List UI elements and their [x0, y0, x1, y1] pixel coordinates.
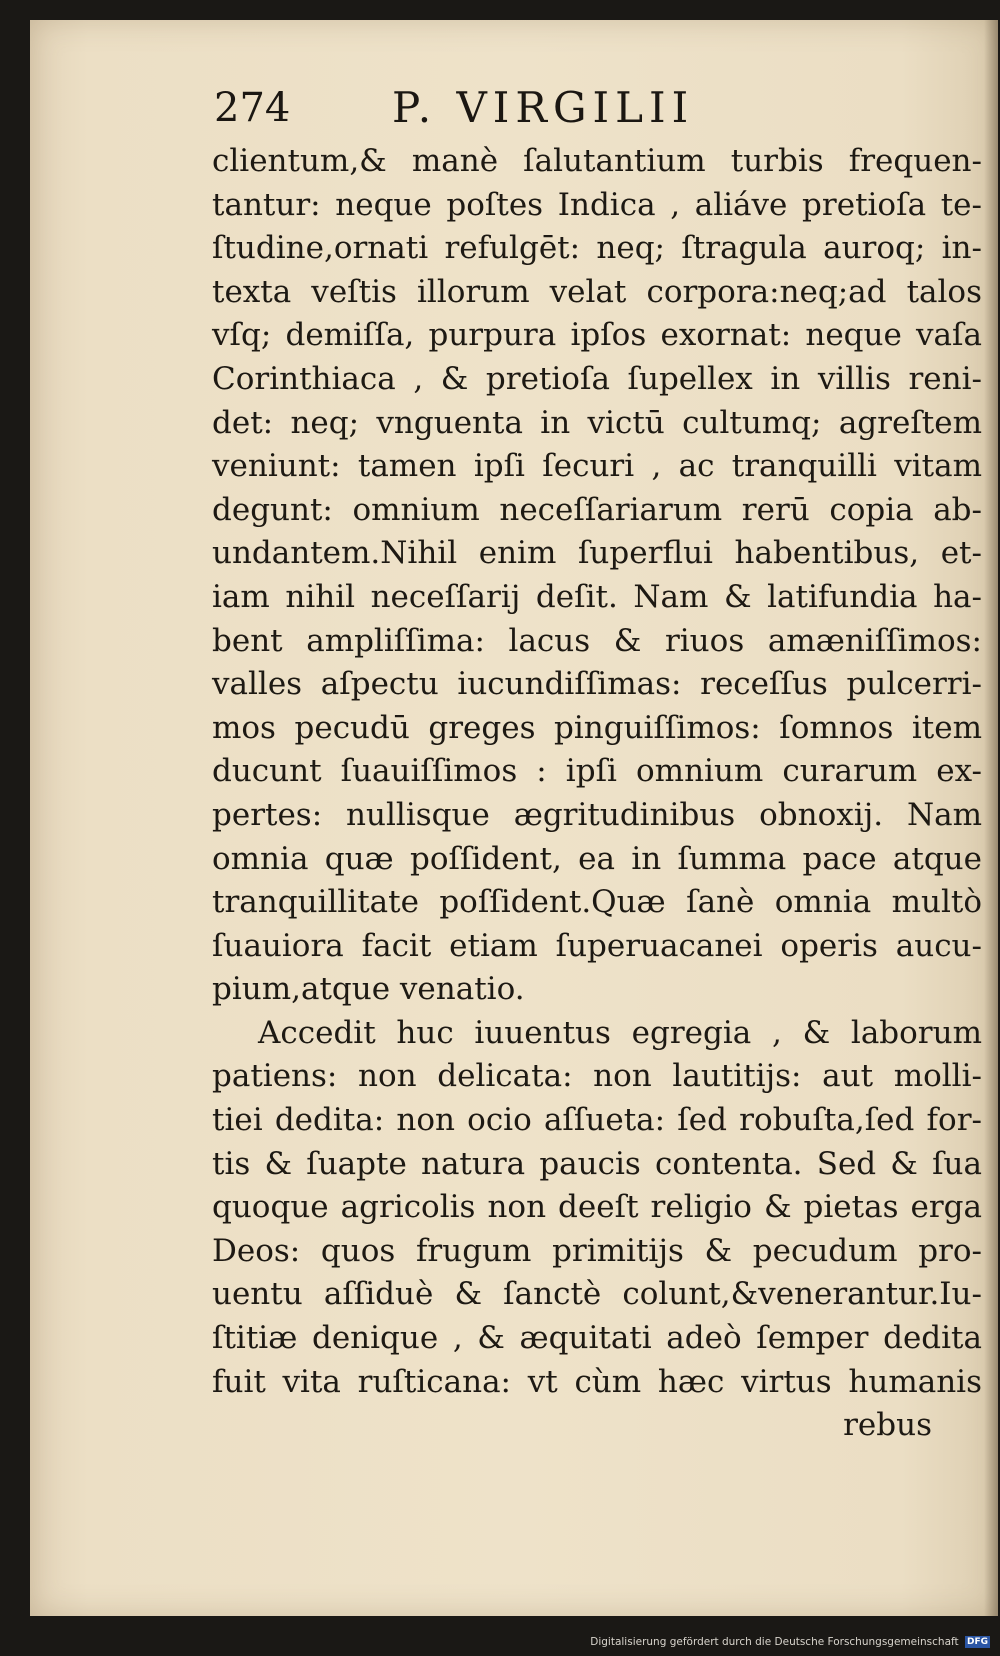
text-line: ſuauiora facit etiam ſuperuacanei operis aucu- — [212, 927, 982, 964]
text-line: iam nihil neceſſarij deſit. Nam & latifundia ha- — [212, 578, 982, 615]
running-head — [214, 78, 814, 138]
text-line: patiens: non delicata: non lautitijs: aut molli- — [212, 1058, 982, 1095]
text-line: tis & ſuapte natura paucis contenta. Sed & ſua — [212, 1145, 982, 1182]
text-line: mos pecudū greges pinguiſſimos: ſomnos item — [212, 709, 982, 746]
page-edge-shadow — [984, 20, 998, 1616]
text-line: fuit vita ruſticana: vt cùm hæc virtus humanis — [212, 1363, 982, 1400]
text-line: ſtitiæ denique , & æquitati adeò ſemper dedita — [212, 1320, 982, 1357]
catchword: rebus — [843, 1407, 932, 1444]
page-number: 274 — [214, 85, 291, 131]
text-line: omnia quæ poſſident, ea in ſumma pace atque — [212, 840, 982, 877]
dfg-logo: DFG — [966, 1637, 988, 1647]
text-line: undantem.Nihil enim ſuperflui habentibus, et- — [212, 535, 982, 572]
credit-text: Digitalisierung gefördert durch die Deutsche Forschungsgemeinschaft — [590, 1636, 959, 1648]
body-text — [212, 140, 982, 1448]
text-line: clientum,& manè ſalutantium turbis frequen- — [212, 143, 982, 179]
text-line: valles aſpectu iucundiſſimas: receſſus pulcerri- — [212, 666, 982, 703]
paragraph-end-line: pium,atque venatio. — [212, 971, 525, 1008]
text-line: tiei dedita: non ocio aſſueta: ſed robuſta,ſed for- — [212, 1102, 982, 1139]
text-line: uentu aſſiduè & ſanctè colunt,&venerantur.Iu- — [212, 1276, 982, 1313]
book-page — [30, 20, 998, 1616]
paragraph-start-line: Accedit huc iuuentus egregia , & laborum — [258, 1014, 982, 1051]
text-line: degunt: omnium neceſſariarum rerū copia ab- — [212, 491, 982, 528]
text-line: texta veſtis illorum velat corpora:neq;ad talos — [212, 273, 982, 310]
text-line: ſtudine,ornati refulgēt: neq; ſtragula auroq; in- — [212, 230, 982, 267]
text-line: tantur: neque poſtes Indica , aliáve pretioſa te- — [212, 186, 982, 223]
text-line: det: neq; vnguenta in victū cultumq; agreſtem — [212, 404, 982, 441]
running-title: P. VIRGILII — [392, 83, 695, 132]
text-line: tranquillitate poſſident.Quæ ſanè omnia multò — [212, 884, 982, 921]
text-line: ducunt ſuauiſſimos : ipſi omnium curarum ex- — [212, 753, 982, 790]
text-line: pertes: nullisque ægritudinibus obnoxij. Nam — [212, 796, 982, 833]
text-line: vſq; demiſſa, purpura ipſos exornat: neque vaſa — [212, 317, 982, 354]
text-line: veniunt: tamen ipſi ſecuri , ac tranquilli vitam — [212, 448, 982, 485]
digitization-credit — [590, 1632, 990, 1652]
text-line: Corinthiaca , & pretioſa ſupellex in villis reni- — [212, 360, 982, 397]
text-line: quoque agricolis non deeſt religio & pietas erga — [212, 1189, 982, 1226]
text-line: bent ampliſſima: lacus & riuos amæniſſimos: — [212, 622, 982, 659]
text-line: Deos: quos frugum primitijs & pecudum pro- — [212, 1232, 982, 1269]
